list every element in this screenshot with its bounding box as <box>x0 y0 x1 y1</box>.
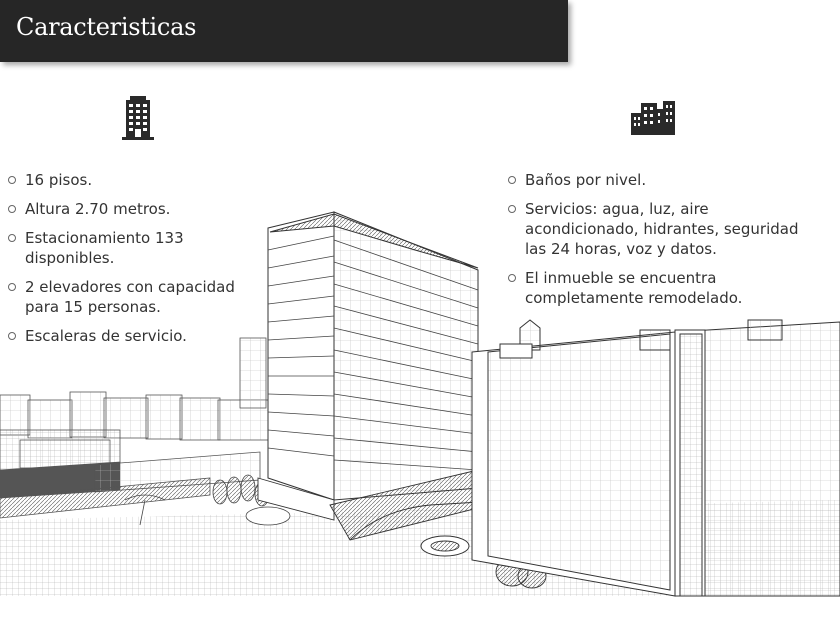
right-feature-list <box>507 170 812 317</box>
list-item: 16 pisos. <box>7 170 247 190</box>
list-item: Baños por nivel. <box>507 170 812 190</box>
list-item: Escaleras de servicio. <box>7 326 247 346</box>
list-item: 2 elevadores con capacidad para 15 personas. <box>7 277 247 317</box>
list-item: Estacionamiento 133 disponibles. <box>7 228 247 268</box>
list-item: El inmueble se encuentra completamente remodelado. <box>507 268 812 308</box>
list-item: Servicios: agua, luz, aire acondicionado, hidrantes, seguridad las 24 horas, voz y datos. <box>507 199 812 259</box>
left-feature-list <box>7 170 247 355</box>
page-title: Caracteristicas <box>16 13 197 41</box>
title-bar <box>0 0 568 62</box>
city-buildings-icon <box>631 101 675 135</box>
office-building-icon <box>122 96 154 140</box>
list-item: Altura 2.70 metros. <box>7 199 247 219</box>
